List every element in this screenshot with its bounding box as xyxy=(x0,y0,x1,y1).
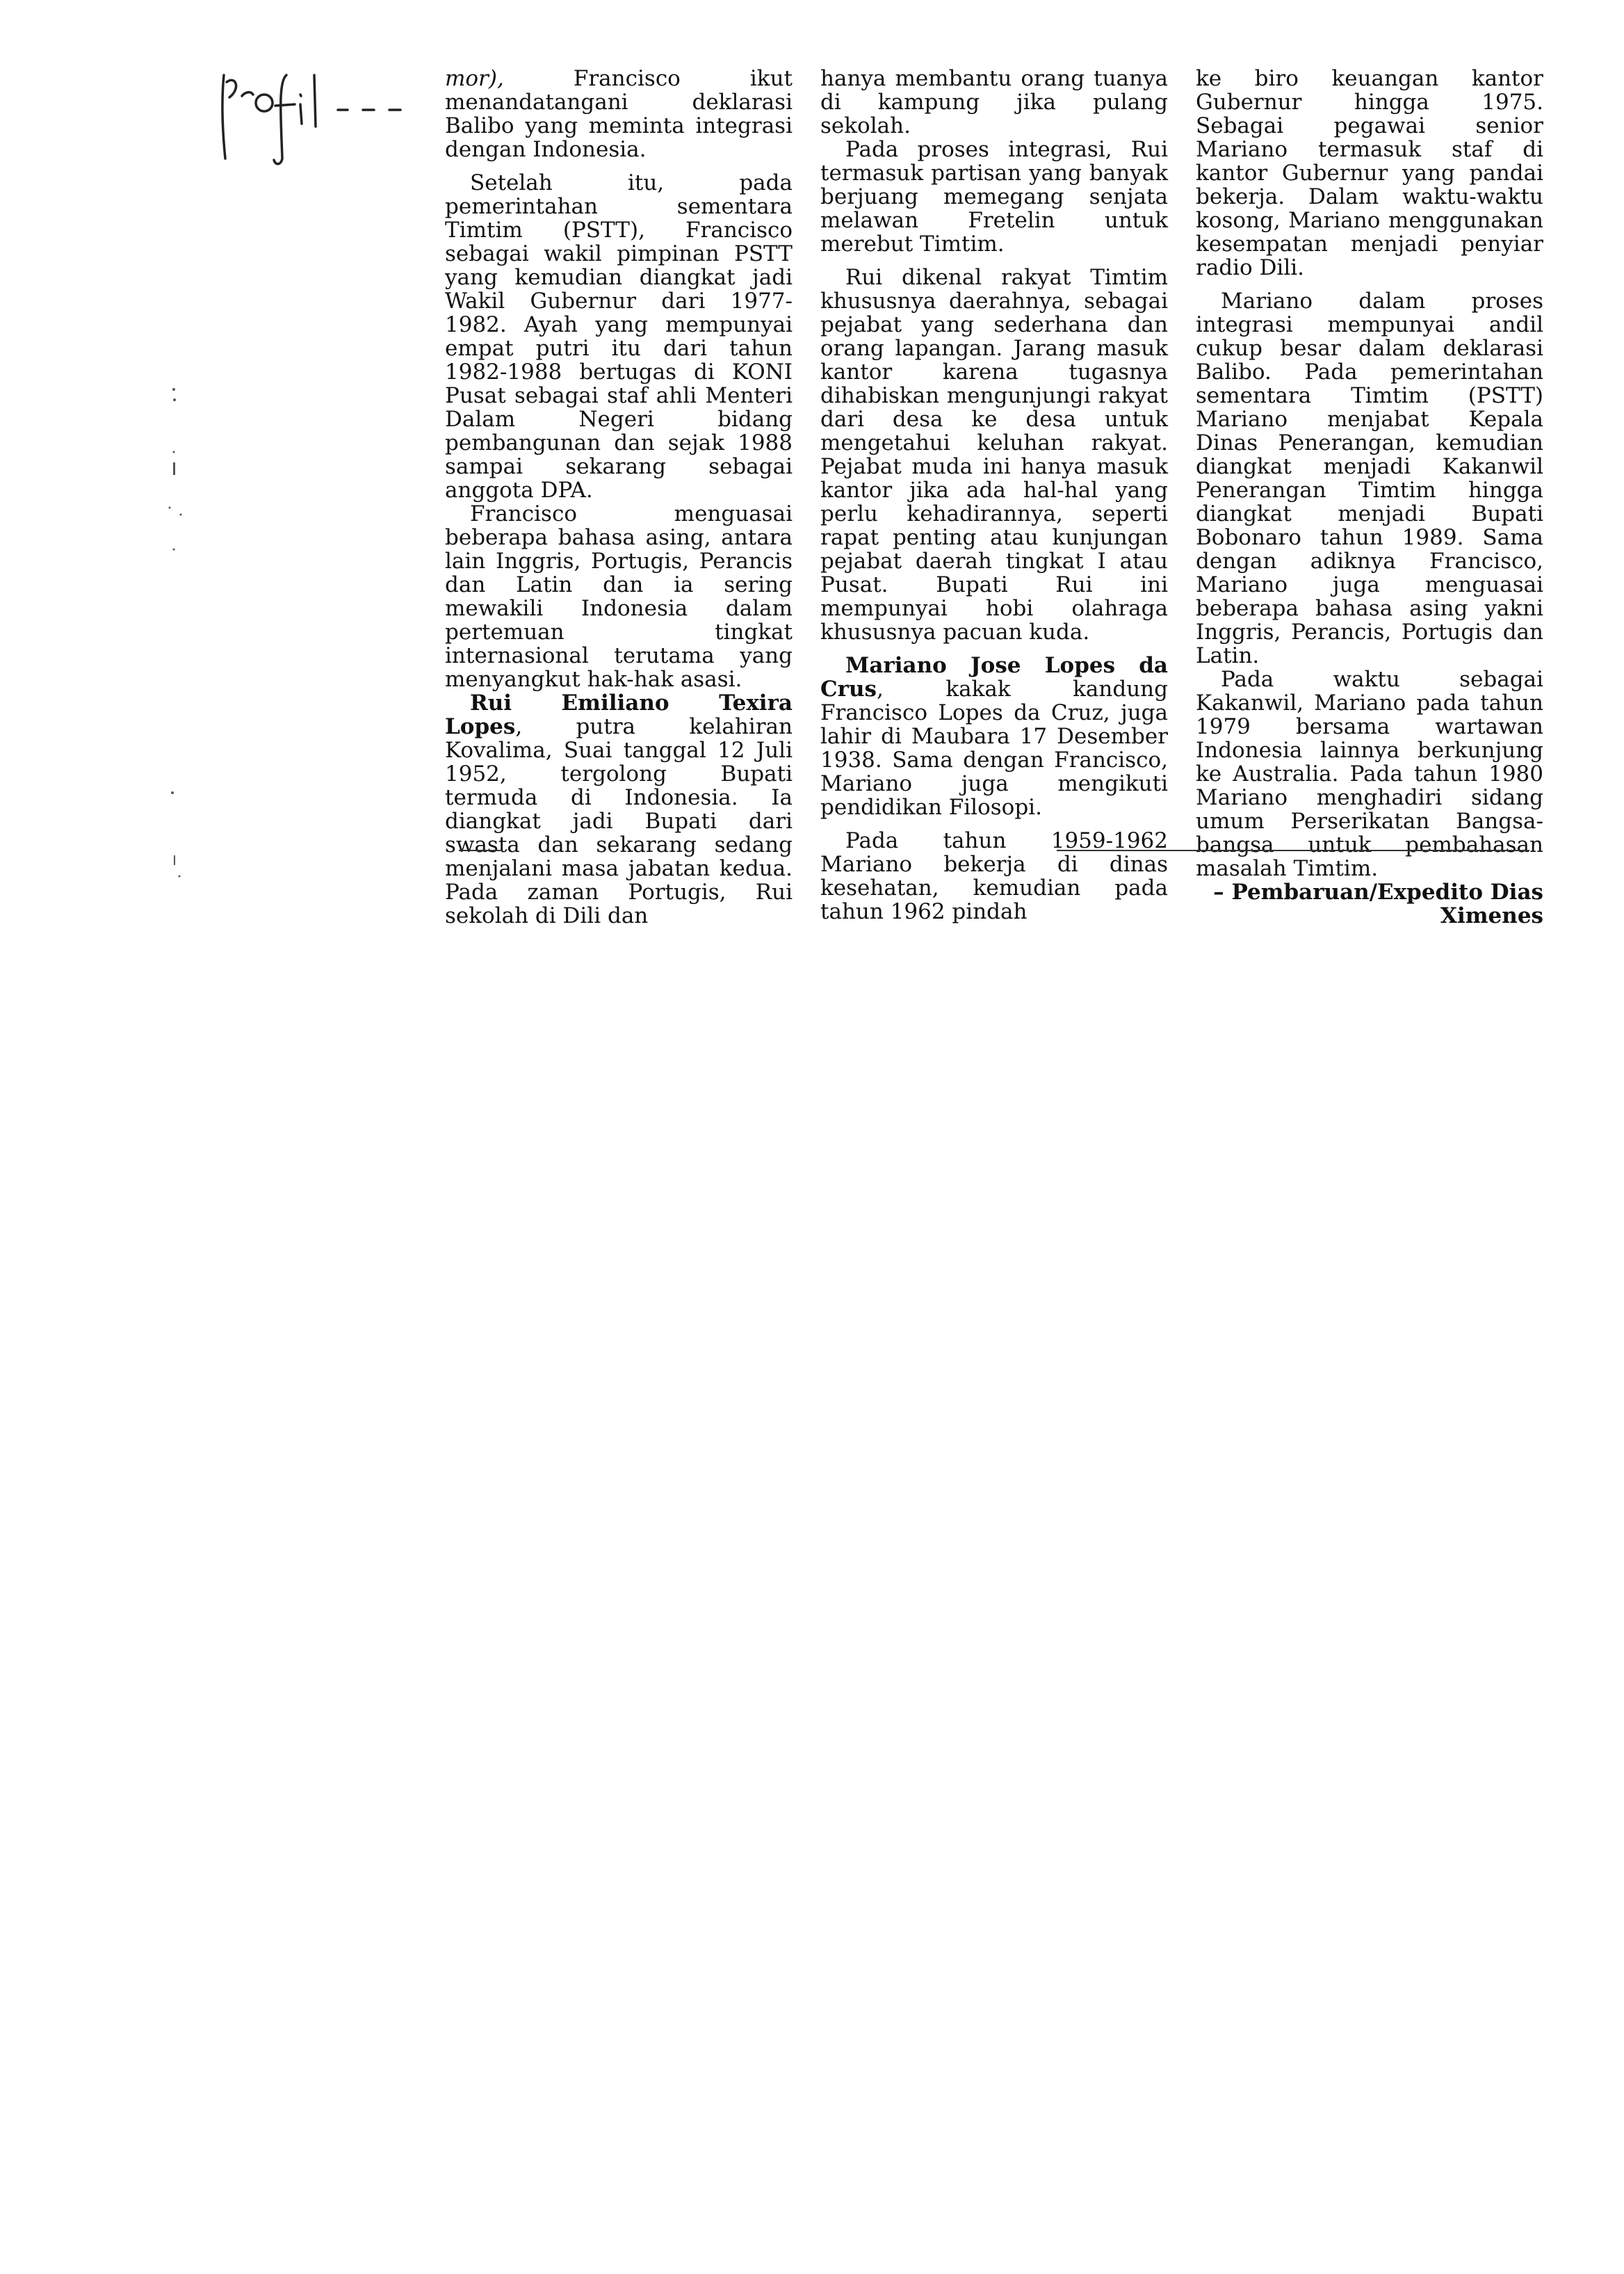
paragraph: Rui dikenal rakyat Timtim khususnya daerahnya, sebagai pejabat yang sederhana dan orang lapangan. Jarang masuk kantor karena tugasnya dihabiskan mengunjungi rakyat dari desa ke desa untuk mengetahui keluhan rakyat. Pejabat muda ini hanya masuk kantor jika ada hal-hal yang perlu kehadirannya, seperti rapat penting atau kunjungan pejabat daerah tingkat I atau Pusat. Bupati Rui ini mempunyai hobi olahraga khususnya pacuan kuda. xyxy=(820,265,1168,645)
paragraph xyxy=(445,691,793,928)
person-name: Rui Emiliano Texira Lopes xyxy=(445,691,793,739)
article-column-3 xyxy=(1196,67,1543,928)
column-end-rule xyxy=(1057,850,1529,851)
scan-specks xyxy=(153,376,195,932)
italic-fragment: mor), xyxy=(445,66,504,91)
column-rule-left xyxy=(459,850,501,851)
paragraph: ke biro keuangan kantor Gubernur hingga 1975. Sebagai pegawai senior Mariano termasuk staf di kantor Gubernur yang pandai bekerja. Dalam waktu-waktu kosong, Mariano menggunakan kesempatan menjadi penyiar radio Dili. xyxy=(1196,66,1543,280)
article-column-2 xyxy=(820,67,1168,924)
article-column-1 xyxy=(445,67,793,928)
paragraph xyxy=(445,67,793,161)
paragraph xyxy=(820,654,1168,819)
paragraph: Pada tahun 1959-1962 Mariano bekerja di dinas kesehatan, kemudian pada tahun 1962 pindah xyxy=(820,828,1168,924)
byline: – Pembaruan/Expedito Dias Ximenes xyxy=(1213,880,1543,928)
paragraph: Pada proses integrasi, Rui termasuk partisan yang banyak berjuang memegang senjata melawan Fretelin untuk merebut Timtim. xyxy=(820,137,1168,257)
paragraph: Pada waktu sebagai Kakanwil, Mariano pada tahun 1979 bersama wartawan Indonesia lainnya berkunjung ke Australia. Pada tahun 1980 Mariano menghadiri sidang umum Perserikatan Bangsa-bangsa untuk pembahasan masalah Timtim. xyxy=(1196,667,1543,881)
paragraph-text: , kakak kandung Francisco Lopes da Cruz, juga lahir di Maubara 17 Desember 1938. Sama dengan Francisco, Mariano juga mengikuti pendidikan Filosopi. xyxy=(820,677,1168,820)
handwritten-note xyxy=(209,54,431,172)
paragraph: Setelah itu, pada pemerintahan sementara Timtim (PSTT), Francisco sebagai wakil pimpinan PSTT yang kemudian diangkat jadi Wakil Gubernur dari 1977-1982. Ayah yang mempunyai empat putri itu dari tahun 1982-1988 bertugas di KONI Pusat sebagai staf ahli Menteri Dalam Negeri bidang pembangunan dan sejak 1988 sampai sekarang sebagai anggota DPA. xyxy=(445,170,793,503)
person-name: Mariano Jose Lopes da Crus xyxy=(820,653,1168,702)
paragraph: Francisco menguasai beberapa bahasa asing, antara lain Inggris, Portugis, Perancis dan Latin dan ia sering mewakili Indonesia dalam pertemuan tingkat internasional terutama yang menyangkut hak-hak asasi. xyxy=(445,501,793,692)
paragraph-text: Francisco ikut menandatangani deklarasi Balibo yang meminta integrasi dengan Indonesia. xyxy=(445,66,793,162)
paragraph: Mariano dalam proses integrasi mempunyai andil cukup besar dalam deklarasi Balibo. Pada pemerintahan sementara Timtim (PSTT) Mariano menjabat Kepala Dinas Penerangan, kemudian diangkat menjadi Kakanwil Penerangan Timtim hingga diangkat menjadi Bupati Bobonaro tahun 1989. Sama dengan adiknya Francisco, Mariano juga menguasai beberapa bahasa asing yakni Inggris, Perancis, Portugis dan Latin. xyxy=(1196,289,1543,668)
paragraph: hanya membantu orang tuanya di kampung jika pulang sekolah. xyxy=(820,66,1168,138)
paragraph-text: , putra kelahiran Kovalima, Suai tanggal 12 Juli 1952, tergolong Bupati termuda di Indonesia. Ia diangkat jadi Bupati dari swasta dan sekarang sedang menjalani masa jabatan kedua. Pada zaman Portugis, Rui sekolah di Dili dan xyxy=(445,714,793,928)
